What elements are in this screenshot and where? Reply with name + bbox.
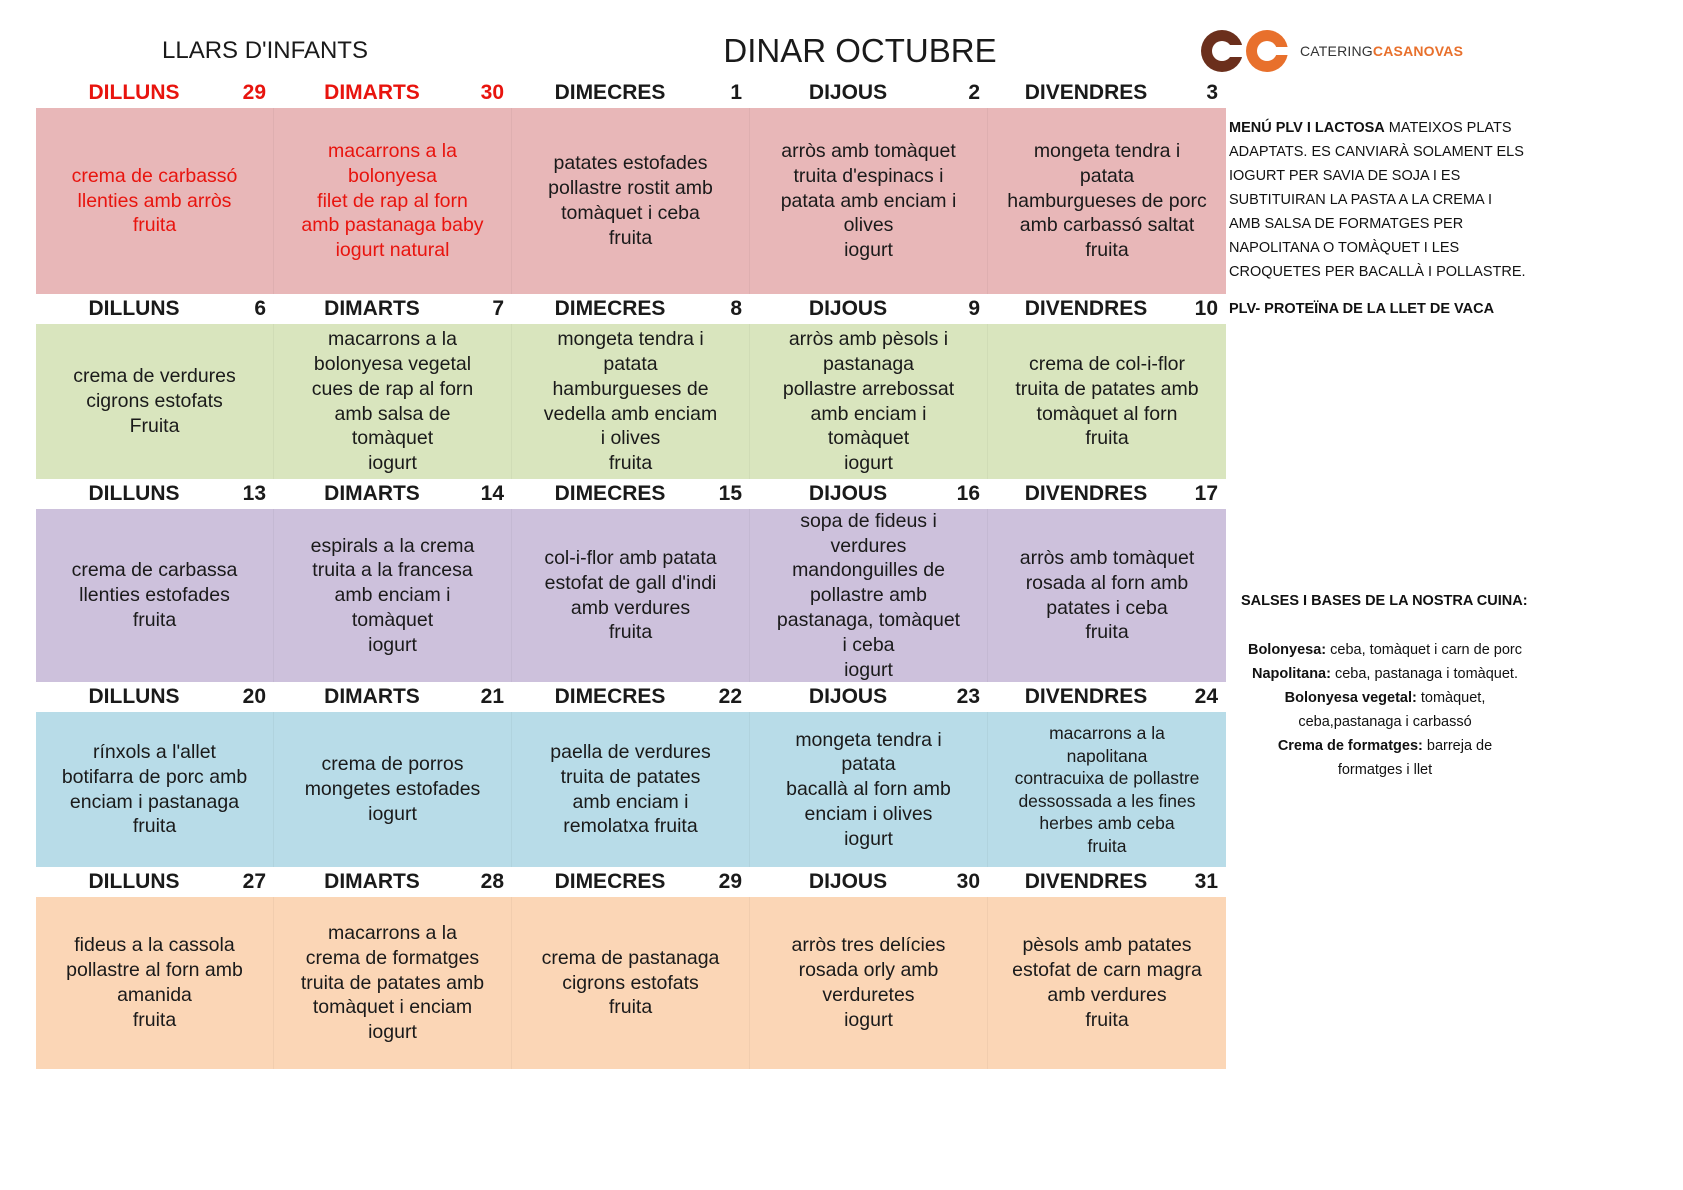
day-header (274, 78, 512, 108)
day-header (36, 294, 274, 324)
day-name: DIJOUS (808, 870, 888, 893)
page-title: DINAR OCTUBRE (723, 32, 997, 69)
day-menu: arròs tres delícies rosada orly amb verduretes iogurt (750, 897, 988, 1069)
day-date: 24 (1194, 685, 1218, 708)
day-menu: espirals a la crema truita a la francesa amb enciam i tomàquet iogurt (274, 509, 512, 682)
day-name: DIJOUS (808, 81, 888, 104)
day-header (988, 78, 1226, 108)
day-name: DIMECRES (554, 482, 666, 505)
salsa-item (1225, 734, 1545, 758)
day-header (750, 682, 988, 712)
week-header (36, 78, 1226, 108)
catering-logo (1200, 28, 1463, 74)
day-date: 23 (956, 685, 980, 708)
notes-line: SUBTITUIRAN LA PASTA A LA CREMA I (1229, 192, 1492, 208)
notes-line: CROQUETES PER BACALLÀ I POLLASTRE. (1229, 264, 1526, 280)
week-menu-row (36, 712, 1226, 867)
salsa-item (1225, 662, 1545, 686)
salsa-text: formatges i llet (1337, 762, 1433, 778)
day-header (988, 682, 1226, 712)
header-left-label: LLARS D'INFANTS (162, 37, 368, 64)
week-2 (36, 294, 1226, 479)
week-menu-row (36, 324, 1226, 479)
day-menu: crema de pastanaga cigrons estofats fruita (512, 897, 750, 1069)
day-header (36, 78, 274, 108)
day-date: 15 (718, 482, 742, 505)
notes-first-line (1229, 116, 1549, 140)
day-date: 1 (730, 81, 742, 104)
day-menu: crema de col-i-flor truita de patates amb tomàquet al forn fruita (1015, 352, 1199, 450)
day-menu: arròs amb tomàquet rosada al forn amb patates i ceba fruita (1019, 546, 1195, 644)
day-name: DIJOUS (808, 297, 888, 320)
day-header (988, 479, 1226, 509)
week-4 (36, 682, 1226, 867)
salsa-item (1225, 710, 1545, 734)
day-name: DIVENDRES (1024, 482, 1148, 505)
day-header (274, 682, 512, 712)
day-date: 29 (242, 81, 266, 104)
salsa-text: ceba, tomàquet i carn de porc (1326, 642, 1523, 658)
day-name: DIJOUS (808, 482, 888, 505)
salsa-item (1225, 638, 1545, 662)
salsa-label: Crema de formatges: (1277, 738, 1423, 754)
day-menu: arròs amb pèsols i pastanaga pollastre arrebossat amb enciam i tomàquet iogurt (750, 324, 988, 479)
day-name: DILLUNS (88, 870, 180, 893)
notes-lines (1229, 140, 1549, 284)
day-menu: crema de carbassó llenties amb arròs fruita (36, 108, 274, 294)
catering-logo-icon (1200, 28, 1292, 74)
day-date: 7 (492, 297, 504, 320)
day-name: DILLUNS (88, 81, 180, 104)
day-header (750, 294, 988, 324)
day-header (512, 78, 750, 108)
day-name: DIVENDRES (1024, 81, 1148, 104)
day-date: 30 (480, 81, 504, 104)
salsa-item (1225, 686, 1545, 710)
day-header (750, 479, 988, 509)
salsa-text: ceba,pastanaga i carbassó (1298, 714, 1472, 730)
day-header (750, 78, 988, 108)
logo-brand: CASANOVAS (1372, 43, 1464, 59)
day-header (274, 867, 512, 897)
day-date: 10 (1194, 297, 1218, 320)
day-date: 3 (1206, 81, 1218, 104)
week-menu-row (36, 897, 1226, 1069)
day-header (512, 867, 750, 897)
salsa-label: Bolonyesa vegetal: (1284, 690, 1417, 706)
day-menu: crema de carbassa llenties estofades fruita (36, 509, 274, 682)
salsa-label: Bolonyesa: (1247, 642, 1327, 658)
day-date: 21 (480, 685, 504, 708)
day-date: 17 (1194, 482, 1218, 505)
day-header (750, 867, 988, 897)
dietary-notes (1229, 116, 1549, 284)
day-date: 2 (968, 81, 980, 104)
day-name: DIMARTS (324, 870, 420, 893)
day-date: 14 (480, 482, 504, 505)
day-header (36, 867, 274, 897)
day-menu: patates estofades pollastre rostit amb tomàquet i ceba fruita (512, 108, 750, 294)
salsa-label: Napolitana: (1252, 666, 1331, 682)
week-1 (36, 78, 1226, 294)
day-menu: mongeta tendra i patata hamburgueses de vedella amb enciam i olives fruita (512, 324, 750, 479)
day-header (512, 479, 750, 509)
day-header (512, 682, 750, 712)
logo-prefix: CATERING (1300, 43, 1373, 59)
day-date: 28 (480, 870, 504, 893)
week-menu-row (36, 509, 1226, 682)
day-date: 13 (242, 482, 266, 505)
day-menu: mongeta tendra i patata bacallà al forn amb enciam i olives iogurt (750, 712, 988, 867)
day-date: 27 (242, 870, 266, 893)
day-name: DIMECRES (554, 685, 666, 708)
notes-heading-rest: MATEIXOS PLATS (1384, 120, 1512, 136)
notes-line: ADAPTATS. ES CANVIARÀ SOLAMENT ELS (1229, 144, 1524, 160)
day-header (274, 479, 512, 509)
salsa-text: tomàquet, (1416, 690, 1486, 706)
day-name: DIVENDRES (1024, 685, 1148, 708)
day-date: 31 (1194, 870, 1218, 893)
menu-calendar (36, 78, 1226, 1069)
day-name: DIJOUS (808, 685, 888, 708)
day-name: DIMECRES (554, 81, 666, 104)
day-date: 8 (730, 297, 742, 320)
day-name: DIMECRES (554, 297, 666, 320)
catering-logo-text (1300, 43, 1463, 59)
day-header (988, 867, 1226, 897)
week-header (36, 682, 1226, 712)
day-name: DIMECRES (554, 870, 666, 893)
day-name: DIVENDRES (1024, 870, 1148, 893)
notes-line: AMB SALSA DE FORMATGES PER (1229, 216, 1464, 232)
day-menu: macarrons a la bolonyesa vegetal cues de rap al forn amb salsa de tomàquet iogurt (274, 324, 512, 479)
salsa-text: barreja de (1422, 738, 1493, 754)
day-menu: macarrons a la napolitana contracuixa de pollastre dessossada a les fines herbes amb ceba fruita (1014, 723, 1200, 856)
week-3 (36, 479, 1226, 682)
day-date: 30 (956, 870, 980, 893)
day-menu: macarrons a la bolonyesa filet de rap al forn amb pastanaga baby iogurt natural (274, 108, 512, 294)
week-header (36, 479, 1226, 509)
day-date: 16 (956, 482, 980, 505)
day-name: DILLUNS (88, 482, 180, 505)
day-date: 9 (968, 297, 980, 320)
salses-title: SALSES I BASES DE LA NOSTRA CUINA: (1241, 593, 1528, 609)
day-date: 20 (242, 685, 266, 708)
day-menu: fideus a la cassola pollastre al forn amb amanida fruita (36, 897, 274, 1069)
plv-definition: PLV- PROTEÏNA DE LA LLET DE VACA (1229, 301, 1495, 317)
day-date: 22 (718, 685, 742, 708)
day-menu: crema de verdures cigrons estofats Fruita (36, 324, 274, 479)
day-menu: paella de verdures truita de patates amb enciam i remolatxa fruita (512, 712, 750, 867)
day-name: DIMARTS (324, 482, 420, 505)
day-header (988, 294, 1226, 324)
day-menu: macarrons a la crema de formatges truita de patates amb tomàquet i enciam iogurt (274, 897, 512, 1069)
day-header (274, 294, 512, 324)
day-name: DIMARTS (324, 297, 420, 320)
day-header (512, 294, 750, 324)
week-menu-row (36, 108, 1226, 294)
day-menu: pèsols amb patates estofat de carn magra amb verdures fruita (1012, 934, 1202, 1031)
day-name: DILLUNS (88, 297, 180, 320)
salsa-item (1225, 758, 1545, 782)
day-name: DIMARTS (324, 685, 420, 708)
day-menu: mongeta tendra i patata hamburgueses de porc amb carbassó saltat fruita (1007, 140, 1207, 262)
notes-heading: MENÚ PLV I LACTOSA (1229, 120, 1385, 136)
day-name: DIVENDRES (1024, 297, 1148, 320)
week-header (36, 867, 1226, 897)
day-header (36, 479, 274, 509)
day-name: DIMARTS (324, 81, 420, 104)
salses-list (1225, 638, 1545, 782)
day-menu: rínxols a l'allet botifarra de porc amb enciam i pastanaga fruita (36, 712, 274, 867)
week-header (36, 294, 1226, 324)
day-name: DILLUNS (88, 685, 180, 708)
day-menu: arròs amb tomàquet truita d'espinacs i patata amb enciam i olives iogurt (750, 108, 988, 294)
day-date: 6 (254, 297, 266, 320)
day-menu: sopa de fideus i verdures mandonguilles de pollastre amb pastanaga, tomàquet i ceba iogurt (750, 509, 988, 682)
notes-line: NAPOLITANA O TOMÀQUET I LES (1229, 240, 1460, 256)
salsa-text: ceba, pastanaga i tomàquet. (1330, 666, 1518, 682)
day-menu: col-i-flor amb patata estofat de gall d'indi amb verdures fruita (512, 509, 750, 682)
day-header (36, 682, 274, 712)
week-5 (36, 867, 1226, 1069)
notes-line: IOGURT PER SAVIA DE SOJA I ES (1229, 168, 1461, 184)
day-date: 29 (718, 870, 742, 893)
day-menu: crema de porros mongetes estofades iogurt (274, 712, 512, 867)
